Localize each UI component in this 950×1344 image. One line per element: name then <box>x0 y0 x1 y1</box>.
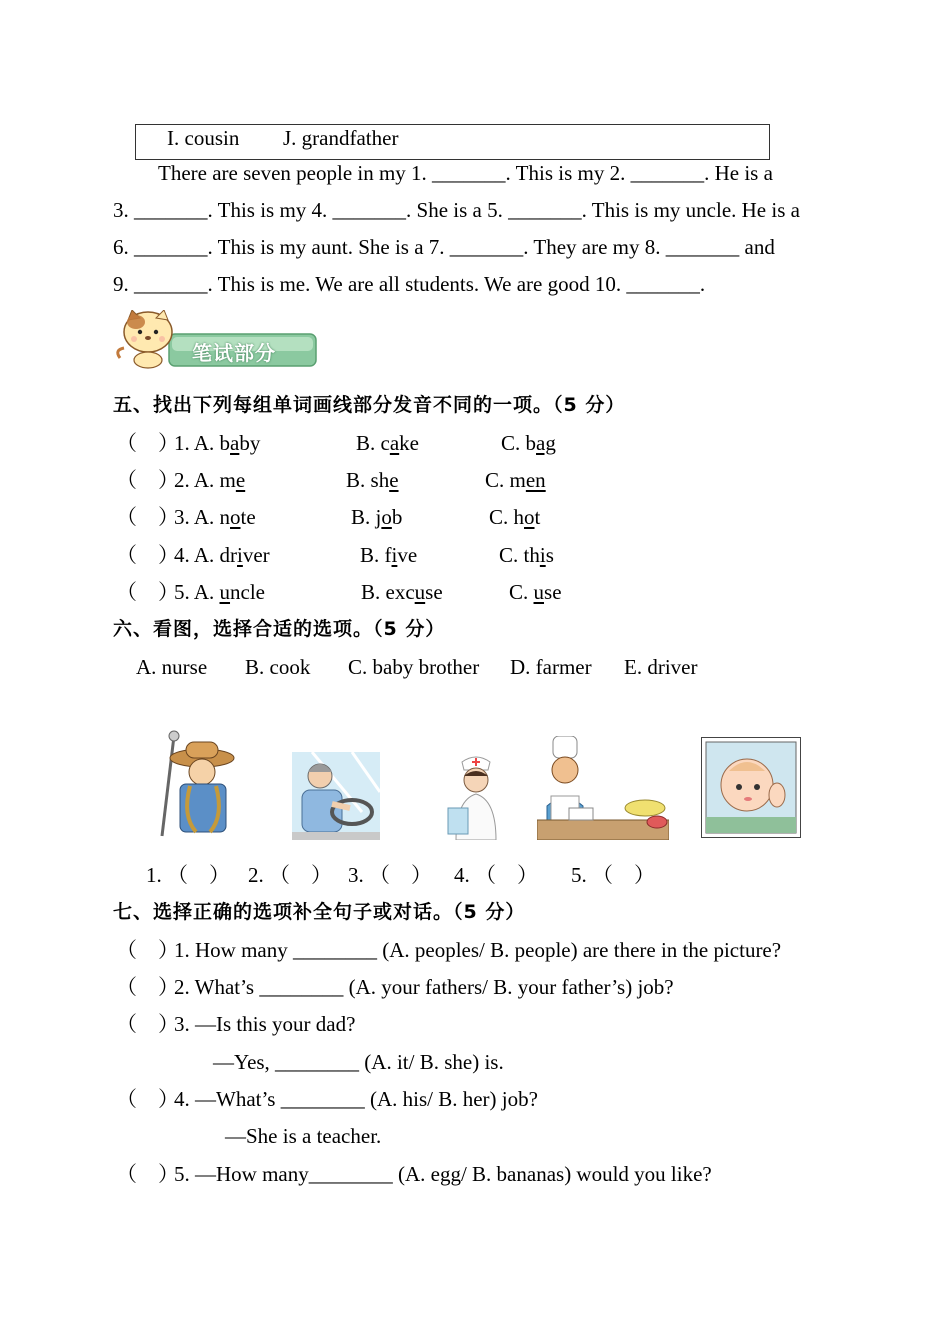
option-c <box>485 467 546 493</box>
option-a <box>174 430 260 456</box>
answer-paren[interactable]: （ ） <box>116 431 179 455</box>
word-part: se <box>425 580 443 604</box>
underlined-letters: o <box>230 505 241 529</box>
underlined-letters: en <box>525 468 546 492</box>
option-label: 2. A. <box>174 468 215 492</box>
answer-paren[interactable]: （ ） <box>116 938 179 962</box>
answer-slot-1[interactable]: 1. （ ） <box>146 863 230 887</box>
driver-picture <box>292 752 380 840</box>
option-label: B. <box>360 543 380 567</box>
option-label: B. <box>356 431 376 455</box>
underlined-letters: i <box>539 543 546 567</box>
answer-paren[interactable]: （ ） <box>116 580 179 604</box>
underlined-letters: e <box>235 468 246 492</box>
option-label: B. <box>346 468 366 492</box>
option-label: 5. A. <box>174 580 215 604</box>
option-driver: E. driver <box>624 655 698 679</box>
word-part: b <box>219 431 231 455</box>
word-part: n <box>219 505 231 529</box>
word-part: m <box>509 468 526 492</box>
nurse-picture <box>442 752 510 840</box>
word-part: dr <box>219 543 238 567</box>
option-c <box>501 430 556 456</box>
option-c <box>499 542 554 568</box>
word-part: th <box>523 543 540 567</box>
word-part: c <box>380 431 390 455</box>
question-3-reply: —Yes, ________ (A. it/ B. she) is. <box>213 1050 504 1074</box>
word-part: by <box>239 431 261 455</box>
farmer-picture <box>152 728 236 840</box>
option-c <box>509 579 562 605</box>
option-baby-brother: C. baby brother <box>348 655 480 679</box>
word-part: ver <box>242 543 270 567</box>
question-1: 1. How many ________ (A. peoples/ B. people) are there in the picture? <box>174 938 782 962</box>
answer-paren[interactable]: （ ） <box>116 975 179 999</box>
underlined-letters: u <box>414 580 426 604</box>
word-part: te <box>240 505 256 529</box>
answer-slot-4[interactable]: 4. （ ） <box>454 863 538 887</box>
option-b <box>360 542 417 568</box>
option-label: C. <box>509 580 529 604</box>
option-label: C. <box>499 543 519 567</box>
underlined-letters: a <box>389 431 400 455</box>
word-part: ncle <box>230 580 265 604</box>
question-2: 2. What’s ________ (A. your fathers/ B. your father’s) job? <box>174 975 674 999</box>
passage-line: 6. _______. This is my aunt. She is a 7. _______. They are my 8. _______ and <box>113 235 775 259</box>
written-part-banner <box>114 310 319 370</box>
word-part: s <box>545 543 554 567</box>
word-part: ve <box>397 543 418 567</box>
answer-paren[interactable]: （ ） <box>116 505 179 529</box>
option-b <box>356 430 419 456</box>
word-part: se <box>544 580 562 604</box>
underlined-letters: u <box>533 580 545 604</box>
question-4-reply: —She is a teacher. <box>225 1124 382 1148</box>
word-part: exc <box>385 580 415 604</box>
underlined-letters: o <box>381 505 392 529</box>
answer-paren[interactable]: （ ） <box>116 1012 179 1036</box>
option-label: C. <box>485 468 505 492</box>
option-label: C. <box>489 505 509 529</box>
word-part: m <box>219 468 236 492</box>
word-box-item: I. cousin <box>167 126 240 150</box>
option-label: 4. A. <box>174 543 215 567</box>
option-a <box>174 467 245 493</box>
underlined-letters: u <box>219 580 231 604</box>
underlined-letters: i <box>391 543 398 567</box>
word-part: b <box>525 431 537 455</box>
word-part: f <box>384 543 392 567</box>
question-5: 5. —How many________ (A. egg/ B. bananas) would you like? <box>174 1162 712 1186</box>
word-part: ke <box>399 431 419 455</box>
passage-line: There are seven people in my 1. _______. This is my 2. _______. He is a <box>158 161 773 185</box>
underlined-letters: e <box>389 468 399 492</box>
word-box-item: J. grandfather <box>283 126 399 150</box>
word-part: sh <box>370 468 390 492</box>
cook-picture <box>537 736 669 840</box>
underlined-letters: ag <box>536 431 556 455</box>
option-b <box>346 467 399 493</box>
option-nurse: A. nurse <box>136 655 208 679</box>
word-part: j <box>375 505 382 529</box>
word-part: b <box>391 505 403 529</box>
option-a <box>174 579 265 605</box>
answer-slot-2[interactable]: 2. （ ） <box>248 863 332 887</box>
underlined-letters: i <box>237 543 243 567</box>
answer-slot-5[interactable]: 5. （ ） <box>571 863 655 887</box>
passage-line: 9. _______. This is me. We are all students. We are good 10. _______. <box>113 272 706 296</box>
underlined-letters: a <box>230 431 240 455</box>
answer-paren[interactable]: （ ） <box>116 468 179 492</box>
question-4: 4. —What’s ________ (A. his/ B. her) job? <box>174 1087 538 1111</box>
underlined-letters: o <box>524 505 535 529</box>
section-6-title: 六、看图，选择合适的选项。（5 分） <box>113 618 446 640</box>
passage-line: 3. _______. This is my 4. _______. She is a 5. _______. This is my uncle. He is a <box>113 198 800 222</box>
section-7-title: 七、选择正确的选项补全句子或对话。（5 分） <box>113 901 526 923</box>
word-part: h <box>513 505 525 529</box>
option-label: C. <box>501 431 521 455</box>
baby-picture <box>701 737 801 838</box>
answer-paren[interactable]: （ ） <box>116 1162 179 1186</box>
answer-paren[interactable]: （ ） <box>116 1087 179 1111</box>
answer-slot-3[interactable]: 3. （ ） <box>348 863 432 887</box>
option-farmer: D. farmer <box>510 655 592 679</box>
option-label: B. <box>351 505 371 529</box>
banner-label: 笔试部分 <box>192 341 276 365</box>
option-b <box>351 504 402 530</box>
option-label: B. <box>361 580 381 604</box>
option-label: 1. A. <box>174 431 215 455</box>
option-c <box>489 504 540 530</box>
option-cook: B. cook <box>245 655 311 679</box>
option-label: 3. A. <box>174 505 215 529</box>
section-5-title: 五、找出下列每组单词画线部分发音不同的一项。（5 分） <box>113 394 626 416</box>
option-a <box>174 504 256 530</box>
option-b <box>361 579 443 605</box>
word-part: t <box>534 505 541 529</box>
option-a <box>174 542 270 568</box>
question-3: 3. —Is this your dad? <box>174 1012 356 1036</box>
answer-paren[interactable]: （ ） <box>116 543 179 567</box>
